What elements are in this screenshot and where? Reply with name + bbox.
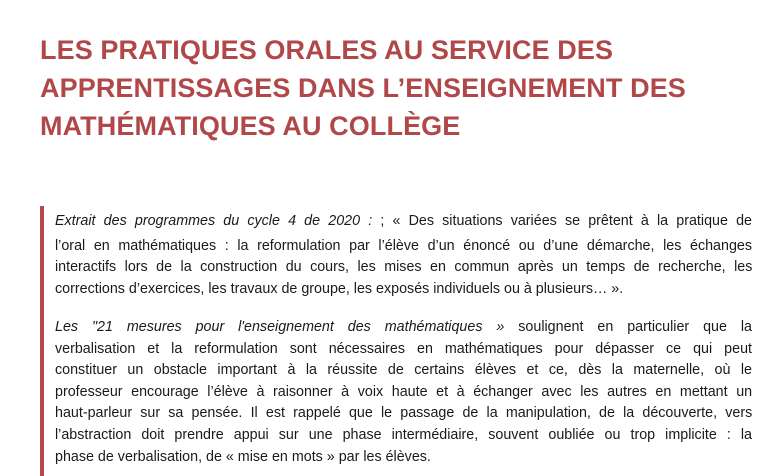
text-line: l’oral en mathématiques : la reformulation par l’élève d’un énoncé ou d’une démarche, les échanges — [55, 237, 752, 254]
text-line: corrections d’exercices, les travaux de groupe, les exposés individuels ou à plusieurs… ». — [55, 280, 624, 297]
paragraph-21-mesures — [55, 317, 752, 468]
text-line: professeur encourage l’élève à raisonner à voix haute et à échanger avec les autres en mettant un — [55, 383, 753, 400]
quote-bar — [40, 206, 44, 476]
text-line: interactifs lors de la construction du cours, les mises en commun après un temps de recherche, les — [55, 259, 753, 276]
paragraph-programmes — [55, 211, 752, 300]
text-line: haut-parleur sur sa pensée. Il est rappelé que le passage de la manipulation, de la découverte, vers — [55, 405, 753, 422]
source-citation: Les "21 mesures pour l'enseignement des mathématiques » — [55, 319, 505, 335]
text-line: l’abstraction doit prendre appui sur une phase intermédiaire, souvent oubliée ou trop implicite : la — [55, 426, 752, 443]
title-line: MATHÉMATIQUES AU COLLÈGE — [40, 111, 461, 141]
document-title — [40, 31, 760, 145]
lead-text: ; « Des situations variées se prêtent à la pratique de — [380, 213, 752, 229]
text-line: phase de verbalisation, de « mise en mots » par les élèves. — [55, 448, 431, 465]
text-line — [55, 211, 752, 233]
text-line: verbalisation et la reformulation sont nécessaires en mathématiques pour dépasser ce qui peut — [55, 340, 752, 357]
text-line: constituer un obstacle important à la réussite de certains élèves et ce, dès la maternelle, où le — [55, 362, 752, 379]
title-line: LES PRATIQUES ORALES AU SERVICE DES — [40, 35, 614, 65]
title-line: APPRENTISSAGES DANS L’ENSEIGNEMENT DES — [40, 73, 686, 103]
lead-text: soulignent en particulier que la — [504, 319, 752, 335]
source-citation: Extrait des programmes du cycle 4 de 2020 : — [55, 213, 381, 229]
text-line — [55, 317, 752, 339]
